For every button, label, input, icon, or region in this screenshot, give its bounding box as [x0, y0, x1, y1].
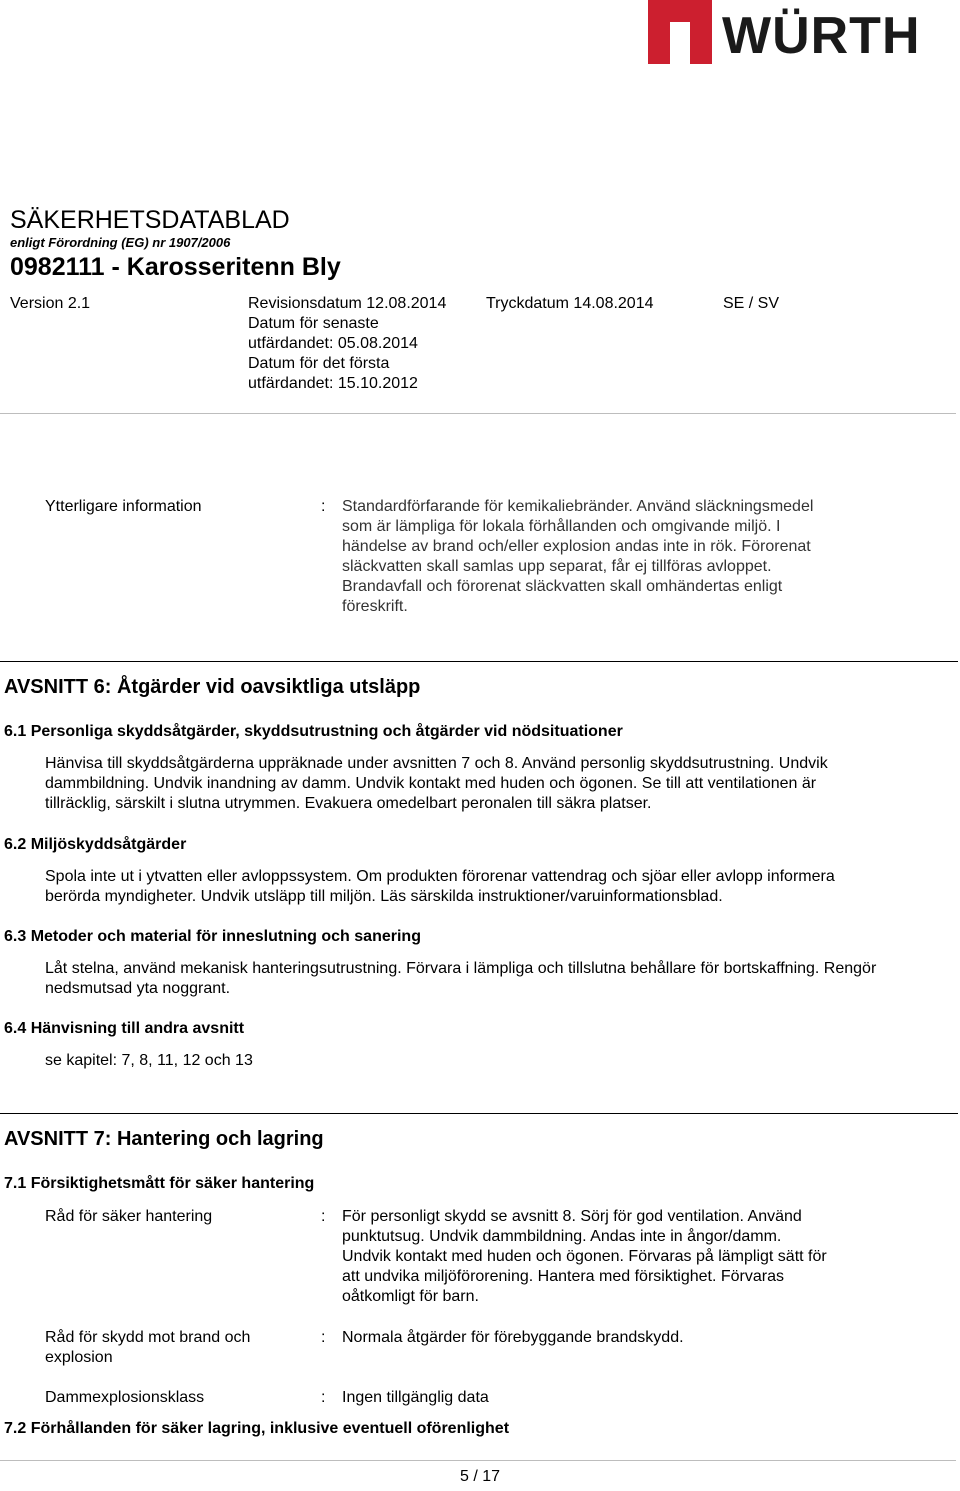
text-line: punktutsug. Undvik dammbildning. Andas inte in ångor/damm.	[342, 1228, 782, 1245]
colon: :	[321, 498, 326, 515]
text-line: att undvika miljöförorening. Hantera med försiktighet. Förvaras	[342, 1268, 784, 1285]
text-line: tillräcklig, särskilt i slutna utrymmen. Evakuera omedelbart peronalen till säkra platser.	[45, 795, 652, 812]
revision-block	[248, 294, 446, 394]
locale-label: SE / SV	[723, 295, 780, 312]
text-line: nedsmutsad yta noggrant.	[45, 980, 231, 997]
subsection-6-1-title: 6.1 Personliga skyddsåtgärder, skyddsutrustning och åtgärder vid nödsituationer	[4, 723, 623, 740]
label-line: Dammexplosionsklass	[45, 1389, 205, 1406]
text-line: Undvik kontakt med huden och ögonen. Förvaras på lämpligt sätt för	[342, 1248, 827, 1265]
row-value	[342, 1207, 862, 1307]
document-title: SÄKERHETSDATABLAD	[10, 206, 290, 234]
text-line: oåtkomligt för barn.	[342, 1288, 479, 1305]
wurth-logo	[648, 0, 958, 64]
subsection-6-4-title: 6.4 Hänvisning till andra avsnitt	[4, 1020, 245, 1037]
product-name: 0982111 - Karosseritenn Bly	[10, 253, 341, 281]
page-number: 5 / 17	[459, 1468, 501, 1485]
text-line: Standardförfarande för kemikaliebränder. Använd släckningsmedel	[342, 498, 814, 515]
text-line: släckvatten skall samlas upp separat, får ej tillföras avloppet.	[342, 558, 772, 575]
further-info-value	[342, 497, 862, 617]
subsection-7-1-title: 7.1 Försiktighetsmått för säker hantering	[4, 1175, 315, 1192]
text-line: Brandavfall och förorenat släckvatten skall omhändertas enligt	[342, 578, 783, 595]
revision-line: Datum för det första	[248, 355, 390, 372]
section-7-title: AVSNITT 7: Hantering och lagring	[4, 1128, 324, 1150]
section-divider	[0, 1113, 958, 1114]
label-line: explosion	[45, 1349, 113, 1366]
label-line: Råd för säker hantering	[45, 1208, 213, 1225]
subsection-6-1-text	[45, 754, 957, 814]
subsection-7-2-title: 7.2 Förhållanden för säker lagring, inklusive eventuell oförenlighet	[4, 1420, 510, 1437]
footer-divider	[0, 1460, 956, 1461]
section-6-title: AVSNITT 6: Åtgärder vid oavsiktliga utsläpp	[4, 676, 421, 698]
text-line: dammbildning. Undvik inandning av damm. Undvik kontakt med huden och ögonen. Se till att ventilationen är	[45, 775, 817, 792]
colon: :	[321, 1208, 326, 1225]
text-line: berörda myndigheter. Undvik utsläpp till miljön. Läs särskilda instruktioner/varuinformationsblad.	[45, 888, 723, 905]
colon: :	[321, 1389, 326, 1406]
text-line: Hänvisa till skyddsåtgärderna uppräknade under avsnitten 7 och 8. Använd personlig skyddsutrustning. Undvik	[45, 755, 828, 772]
further-info-label: Ytterligare information	[45, 498, 202, 515]
text-line: Ingen tillgänglig data	[342, 1389, 489, 1406]
row-label	[45, 1207, 305, 1227]
brand-wordmark: WÜRTH	[722, 7, 921, 65]
text-line: händelse av brand och/eller explosion andas inte in rök. Förorenat	[342, 538, 811, 555]
section-divider	[0, 661, 958, 662]
text-line: föreskrift.	[342, 598, 408, 615]
header-divider	[0, 413, 956, 414]
row-value	[342, 1388, 862, 1408]
text-line: som är lämpliga för lokala förhållanden och omgivande miljö. I	[342, 518, 781, 535]
print-date: Tryckdatum 14.08.2014	[486, 295, 654, 312]
text-line: Låt stelna, använd mekanisk hanteringsutrustning. Förvara i lämpliga och tillslutna behållare för bortskaffning. Rengör	[45, 960, 877, 977]
subsection-6-2-title: 6.2 Miljöskyddsåtgärder	[4, 836, 187, 853]
subsection-6-3-title: 6.3 Metoder och material för inneslutning och sanering	[4, 928, 421, 945]
text-line: Normala åtgärder för förebyggande brandskydd.	[342, 1329, 684, 1346]
revision-line: utfärdandet: 05.08.2014	[248, 335, 418, 352]
subsection-6-3-text	[45, 959, 957, 999]
revision-line: Datum för senaste	[248, 315, 379, 332]
regulation-subtitle: enligt Förordning (EG) nr 1907/2006	[10, 235, 231, 250]
row-value	[342, 1328, 862, 1348]
row-label	[45, 1388, 305, 1408]
version-label: Version 2.1	[10, 295, 91, 312]
revision-line: utfärdandet: 15.10.2012	[248, 375, 418, 392]
text-line: För personligt skydd se avsnitt 8. Sörj för god ventilation. Använd	[342, 1208, 802, 1225]
colon: :	[321, 1329, 326, 1346]
revision-line: Revisionsdatum 12.08.2014	[248, 295, 447, 312]
label-line: Råd för skydd mot brand och	[45, 1329, 251, 1346]
wurth-logo-mark-icon	[648, 0, 712, 64]
text-line: Spola inte ut i ytvatten eller avloppssystem. Om produkten förorenar vattendrag och sjöar eller avlopp informera	[45, 868, 835, 885]
subsection-6-4-text: se kapitel: 7, 8, 11, 12 och 13	[45, 1052, 253, 1069]
row-label	[45, 1328, 305, 1368]
subsection-6-2-text	[45, 867, 957, 907]
